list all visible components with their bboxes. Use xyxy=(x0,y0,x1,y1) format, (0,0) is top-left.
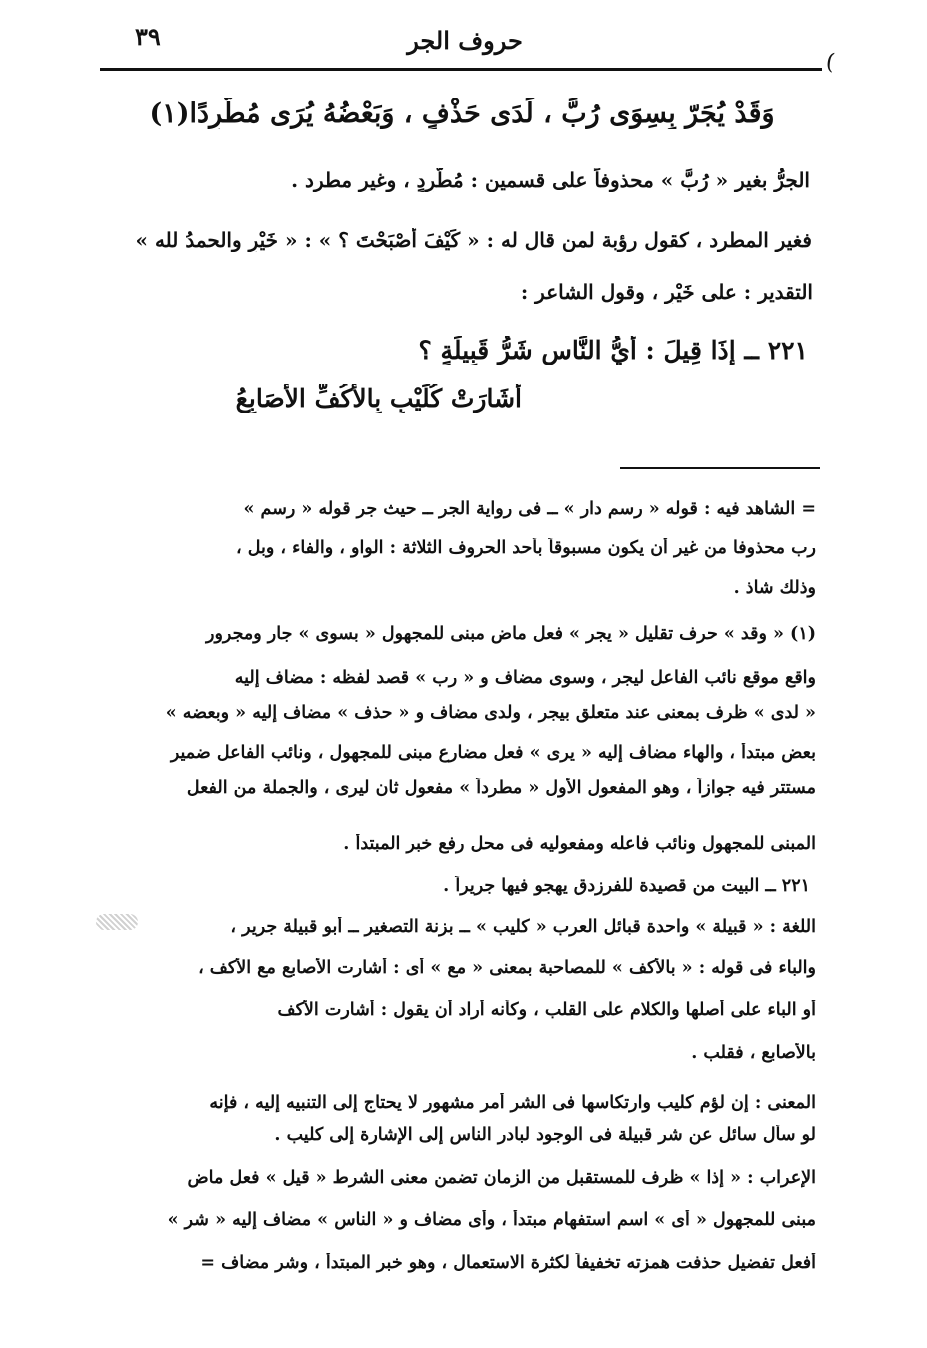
footnote-line: اللغة : « قبيلة » واحدة قبائل العرب « كليب » ــ بزنة التصغير ــ أبو قبيلة جرير ، xyxy=(230,917,816,937)
main-text-line: التقدير : على خَيْرٍ ، وقول الشاعر : xyxy=(520,280,813,304)
footnote-line: رب محذوفا من غير أن يكون مسبوقاً بأحد الحروف الثلاثة : الواو ، والفاء ، وبل ، xyxy=(235,538,816,558)
poem-first-half: ٢٢١ ــ إِذَا قِيلَ : أَيُّ النَّاسِ شَرُّ قَبِيلَةٍ ؟ xyxy=(418,336,808,365)
poem-second-half: أَشَارَتْ كُلَيْبٍ بِالأَكُفِّ الأَصَابِعُ xyxy=(235,384,522,413)
margin-mark: ( xyxy=(824,49,837,76)
main-text-line: فغير المطرد ، كقول رؤبة لمن قال له : « كَيْفَ أَصْبَحْتَ ؟ » : « خَيْرٍ والحمدُ لله » xyxy=(135,228,812,252)
footnote-line: ٢٢١ ــ البيت من قصيدة للفرزدق يهجو فيها جريراً . xyxy=(443,876,810,896)
footnote-line: أفعل تفضيل حذفت همزته تخفيفاً لكثرة الاستعمال ، وهو خبر المبتدأ ، وشر مضاف = xyxy=(200,1253,816,1273)
footnote-line: بعض مبتدأ ، والهاء مضاف إليه « يرى » فعل مضارع مبنى للمجهول ، ونائب الفاعل ضمير xyxy=(170,743,816,763)
page-number: ٣٩ xyxy=(135,22,161,51)
footnote-line: مبنى للمجهول « أى » اسم استفهام مبتدأ ، وأى مضاف و « الناس » مضاف إليه « شر » xyxy=(167,1210,816,1230)
footnote-line: أو الباء على أصلها والكلام على القلب ، وكأنه أراد أن يقول : أشارت الأكف xyxy=(277,1000,816,1020)
footnote-line: لو سأل سائل عن شر قبيلة فى الوجود لبادر الناس إلى الإشارة إلى كليب . xyxy=(274,1125,816,1145)
header-rule xyxy=(100,68,822,71)
footnote-line: المعنى : إن لؤم كليب وارتكاسها فى الشر أمر مشهور لا يحتاج إلى التنبيه إليه ، فإنه xyxy=(209,1093,816,1113)
footnote-line: والباء فى قوله : « بالأكف » للمصاحبة بمعنى « مع » أى : أشارت الأصابع مع الأكف ، xyxy=(198,958,816,978)
footnote-line: واقع موقع نائب الفاعل ليجر ، وسوى مضاف و « رب » قصد لفظه : مضاف إليه xyxy=(234,668,816,688)
footnote-line: بالأصابع ، فقلب . xyxy=(691,1043,816,1063)
footnote-line: المبنى للمجهول ونائب فاعله ومفعوليه فى محل رفع خبر المبتدأ . xyxy=(343,834,816,854)
running-title: حروف الجر xyxy=(407,26,523,55)
footnote-line: وذلك شاذ . xyxy=(733,578,816,598)
footnote-line: مستتر فيه جوازاً ، وهو المفعول الأول « مطرداً » مفعول ثان ليرى ، والجملة من الفعل xyxy=(186,778,816,798)
footnote-line: (١) « وقد » حرف تقليل « يجر » فعل ماض مبنى للمجهول « بسوى » جار ومجرور xyxy=(206,624,816,644)
main-text-line: الجرُّ بغير « رُبَّ » محذوفاً على قسمين : مُطَّرِدٍ ، وغير مطرد . xyxy=(291,168,810,192)
footnote-line: الإعراب : « إذا » ظرف للمستقبل من الزمان تضمن معنى الشرط « قيل » فعل ماض xyxy=(187,1168,816,1188)
footnote-line: = الشاهد فيه : قوله « رسم دار » ــ فى رواية الجر ــ حيث جر قوله « رسم » xyxy=(243,499,816,519)
footnote-separator xyxy=(620,467,820,469)
alfiyya-verse: وَقَدْ يُجَرّ بِسِوَى رُبَّ ، لَدَى حَذْفٍ ، وَبَعْضُهُ يُرَى مُطَّرِدًا(١) xyxy=(149,98,775,129)
footnote-line: « لدى » ظرف بمعنى عند متعلق بيجر ، ولدى مضاف و « حذف » مضاف إليه « وبعضه » xyxy=(165,703,816,723)
